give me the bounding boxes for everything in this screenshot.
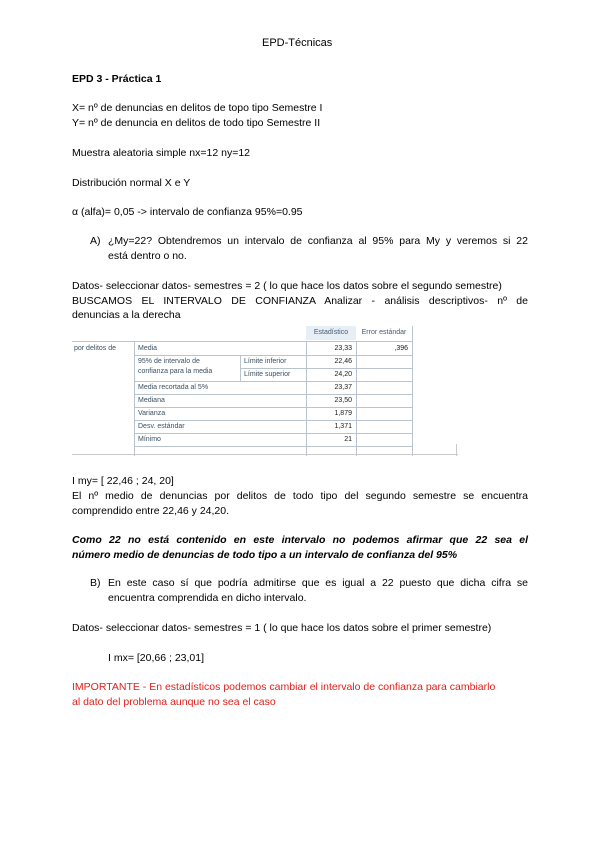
- search-instruction-line2: denuncias a la derecha: [72, 309, 181, 321]
- distribution-line: Distribución normal X e Y: [72, 177, 191, 189]
- table-row-value: 23,50: [334, 397, 352, 404]
- table-row-value: 23,33: [334, 345, 352, 352]
- table-row-error: ,396: [394, 345, 408, 352]
- conclusion-line1: Como 22 no está contenido en este intervalo no podemos afirmar que 22 sea el: [72, 534, 528, 546]
- question-b-line1: En este caso sí que podría admitirse que es igual a 22 puesto que dicha cifra se: [108, 577, 528, 589]
- question-a-marker: A): [90, 235, 101, 247]
- sample-line: Muestra aleatoria simple nx=12 ny=12: [72, 147, 251, 159]
- interval-y: I my= [ 22,46 ; 24, 20]: [72, 475, 174, 487]
- column-header-statistic: Estadístico: [313, 329, 349, 336]
- table-row-value: 21: [344, 436, 352, 443]
- column-header-std-error: Error estándar: [361, 329, 407, 336]
- variable-y: Y= nº de denuncia en delitos de todo tipo Semestre II: [72, 117, 321, 129]
- table-row-label: Mínimo: [138, 436, 161, 443]
- table-row-value: 1,371: [334, 423, 352, 430]
- practice-title: EPD 3 - Práctica 1: [72, 73, 162, 85]
- conclusion-line2: número medio de denuncias de todo tipo a un intervalo de confianza del 95%: [72, 549, 458, 561]
- question-a-line1: ¿My=22? Obtendremos un intervalo de confianza al 95% para My y veremos si 22: [108, 235, 528, 247]
- search-instruction-line1: BUSCAMOS EL INTERVALO DE CONFIANZA Analizar - análisis descriptivos- nº de: [72, 295, 528, 307]
- interval-y-explanation-line1: El nº medio de denuncias por delitos de todo tipo del segundo semestre se encuentra: [72, 490, 528, 502]
- data-selection-semester-2: Datos- seleccionar datos- semestres = 2 ( lo que hace los datos sobre el segundo semestre): [72, 280, 502, 292]
- spss-descriptives-table: [72, 326, 458, 456]
- important-note-line1: IMPORTANTE - En estadísticos podemos cambiar el intervalo de confianza para cambiarlo: [72, 681, 496, 693]
- table-row-label: Media: [138, 345, 158, 352]
- interval-y-explanation-line2: comprendido entre 22,46 y 24,20.: [72, 505, 230, 517]
- interval-x: I mx= [20,66 ; 23,01]: [108, 652, 205, 664]
- variable-x: X= nº de denuncias en delitos de topo tipo Semestre I: [72, 102, 323, 114]
- question-b-line2: encuentra comprendida en dicho intervalo.: [108, 592, 307, 604]
- table-row-label: Desv. estándar: [138, 423, 185, 430]
- question-a-line2: está dentro o no.: [108, 250, 187, 262]
- table-row-value: 24,20: [334, 371, 352, 378]
- table-row-value: 1,879: [334, 410, 352, 417]
- data-selection-semester-1: Datos- seleccionar datos- semestres = 1 ( lo que hace los datos sobre el primer semestre): [72, 622, 492, 634]
- table-row-value: 22,46: [334, 358, 352, 365]
- table-row-label: 95% de intervalo de: [138, 358, 200, 365]
- table-row-label: confianza para la media: [138, 368, 213, 375]
- table-row-label: Mediana: [138, 397, 165, 404]
- row-group-label: por delitos de: [74, 345, 117, 352]
- table-row-label: Varianza: [138, 410, 166, 417]
- table-row-label: Media recortada al 5%: [138, 384, 209, 391]
- question-b-marker: B): [90, 577, 101, 589]
- table-row-value: 23,37: [334, 384, 352, 391]
- alpha-line: α (alfa)= 0,05 -> intervalo de confianza 95%=0.95: [72, 206, 303, 218]
- table-row-sublabel: Límite inferior: [244, 358, 287, 365]
- page-header: EPD-Técnicas: [262, 37, 333, 49]
- table-row-sublabel: Límite superior: [244, 371, 291, 378]
- important-note-line2: al dato del problema aunque no sea el caso: [72, 696, 276, 708]
